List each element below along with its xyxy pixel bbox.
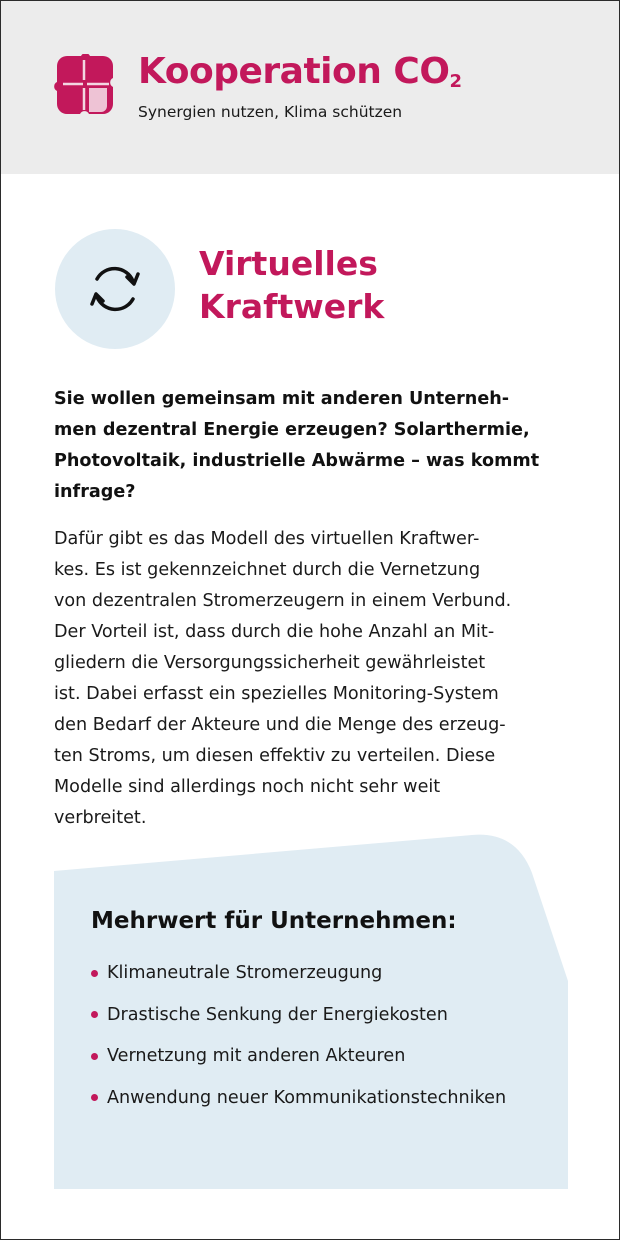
benefits-list [91,963,506,1129]
body-line: Modelle sind allerdings noch nicht sehr weit [54,777,441,797]
body-line: Dafür gibt es das Modell des virtuellen Kraftwer- [54,529,480,549]
topic-icon-circle [55,229,175,349]
topic-title [199,242,499,328]
list-item [91,1046,506,1066]
body-line: Der Vorteil ist, dass durch die hohe Anzahl an Mit- [54,622,495,642]
body-line: kes. Es ist gekennzeichnet durch die Vernetzung [54,560,481,580]
bullet-icon [91,1011,98,1018]
intro-paragraph [54,384,574,508]
body-paragraph [54,524,584,834]
intro-line: Photovoltaik, industrielle Abwärme – was kommt [54,451,540,471]
brand-name: Kooperation $CO_2$ [138,51,462,92]
intro-line: infrage? [54,482,136,502]
list-item [91,1088,506,1108]
list-item [91,963,506,983]
topic-title-line2: Kraftwerk [199,287,385,326]
bullet-icon [91,970,98,977]
intro-line: men dezentral Energie erzeugen? Solarthermie, [54,420,530,440]
body-line: gliedern die Versorgungssicherheit gewährleistet [54,653,486,673]
bullet-icon [91,1094,98,1101]
brand-subscript: 2 [449,71,462,92]
topic-title-line1: Virtuelles [199,244,378,283]
benefit-text: Vernetzung mit anderen Akteuren [107,1046,406,1066]
body-line: den Bedarf der Akteure und die Menge des erzeug- [54,715,506,735]
body-line: verbreitet. [54,808,147,828]
brand-tagline: Synergien nutzen, Klima schützen [138,103,403,121]
body-line: ten Stroms, um diesen effektiv zu verteilen. Diese [54,746,496,766]
body-line: ist. Dabei erfasst ein spezielles Monitoring-System [54,684,499,704]
bullet-icon [91,1053,98,1060]
puzzle-pieces-icon [53,54,119,116]
header-band [1,1,619,174]
body-line: von dezentralen Stromerzeugern in einem Verbund. [54,591,512,611]
benefit-text: Drastische Senkung der Energiekosten [107,1004,448,1025]
benefit-text: Klimaneutrale Stromerzeugung [107,963,383,983]
benefits-title: Mehrwert für Unternehmen: [91,908,457,934]
list-item [91,1005,506,1025]
intro-line: Sie wollen gemeinsam mit anderen Unterneh- [54,389,510,409]
refresh-cycle-icon [83,257,147,321]
benefit-text: Anwendung neuer Kommunikationstechniken [107,1087,507,1108]
